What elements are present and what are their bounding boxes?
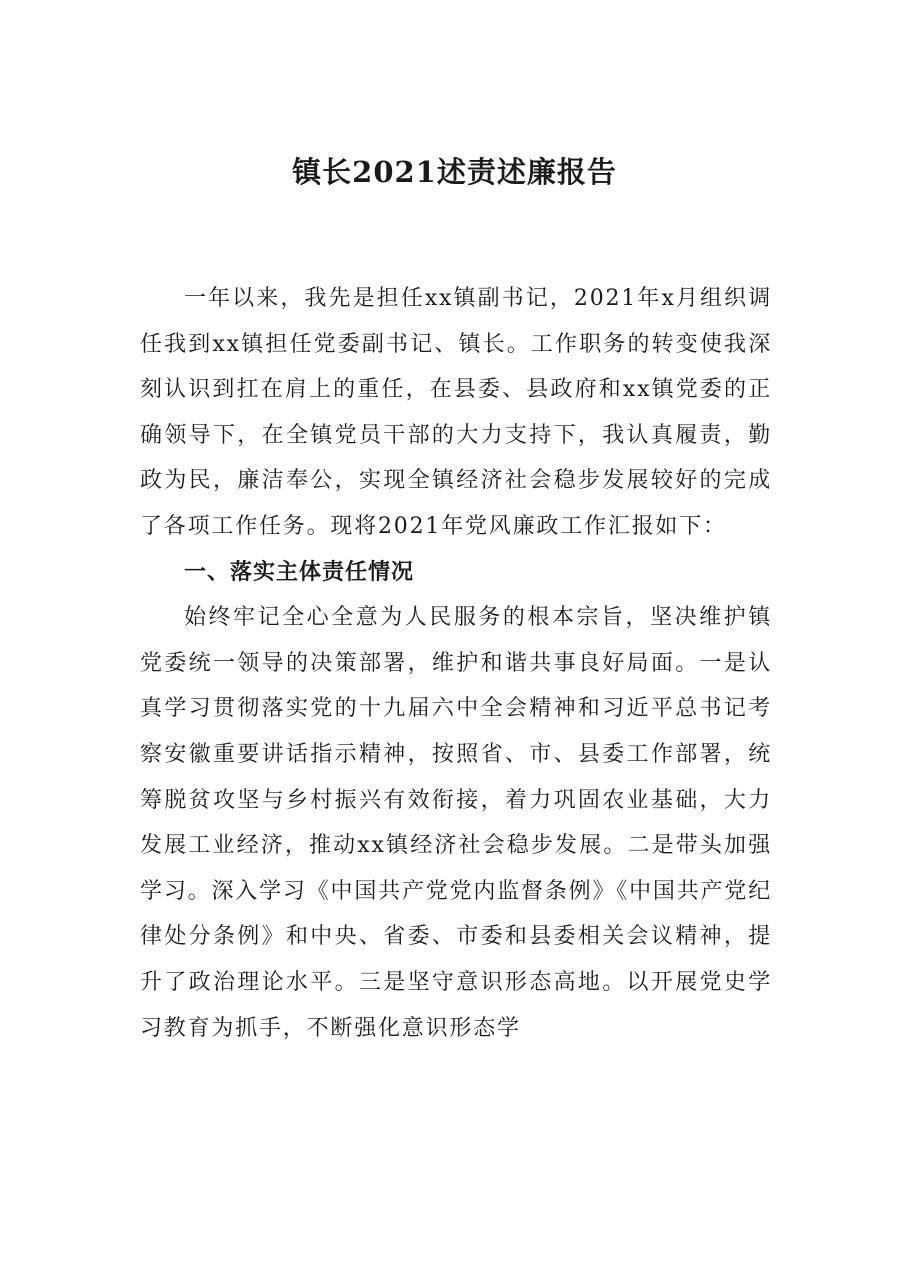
section-1-paragraph: 始终牢记全心全意为人民服务的根本宗旨，坚决维护镇党委统一领导的决策部署，维护和谐共事良好局面。一是认真学习贯彻落实党的十九届六中全会精神和习近平总书记考察安徽重要讲话指示精神，按照省、市、县委工作部署，统筹脱贫攻坚与乡村振兴有效衔接，着力巩固农业基础，大力发展工业经济，推动xx镇经济社会稳步发展。二是带头加强学习。深入学习《中国共产党党内监督条例》《中国共产党纪律处分条例》和中央、省委、市委和县委相关会议精神，提升了政治理论水平。三是坚守意识形态高地。以开展党史学习教育为抓手，不断强化意识形态学 — [140, 605, 772, 1041]
document-body — [140, 276, 772, 1051]
document-title: 镇长2021述责述廉报告 — [292, 155, 617, 189]
section-heading-1: 一、落实主体责任情况 — [184, 558, 415, 585]
intro-paragraph: 一年以来，我先是担任xx镇副书记，2021年x月组织调任我到xx镇担任党委副书记、镇长。工作职务的转变使我深刻认识到扛在肩上的重任，在县委、县政府和xx镇党委的正确领导下，在全镇党员干部的大力支持下，我认真履责，勤政为民，廉洁奉公，实现全镇经济社会稳步发展较好的完成了各项工作任务。现将2021年党风廉政工作汇报如下： — [140, 286, 772, 539]
